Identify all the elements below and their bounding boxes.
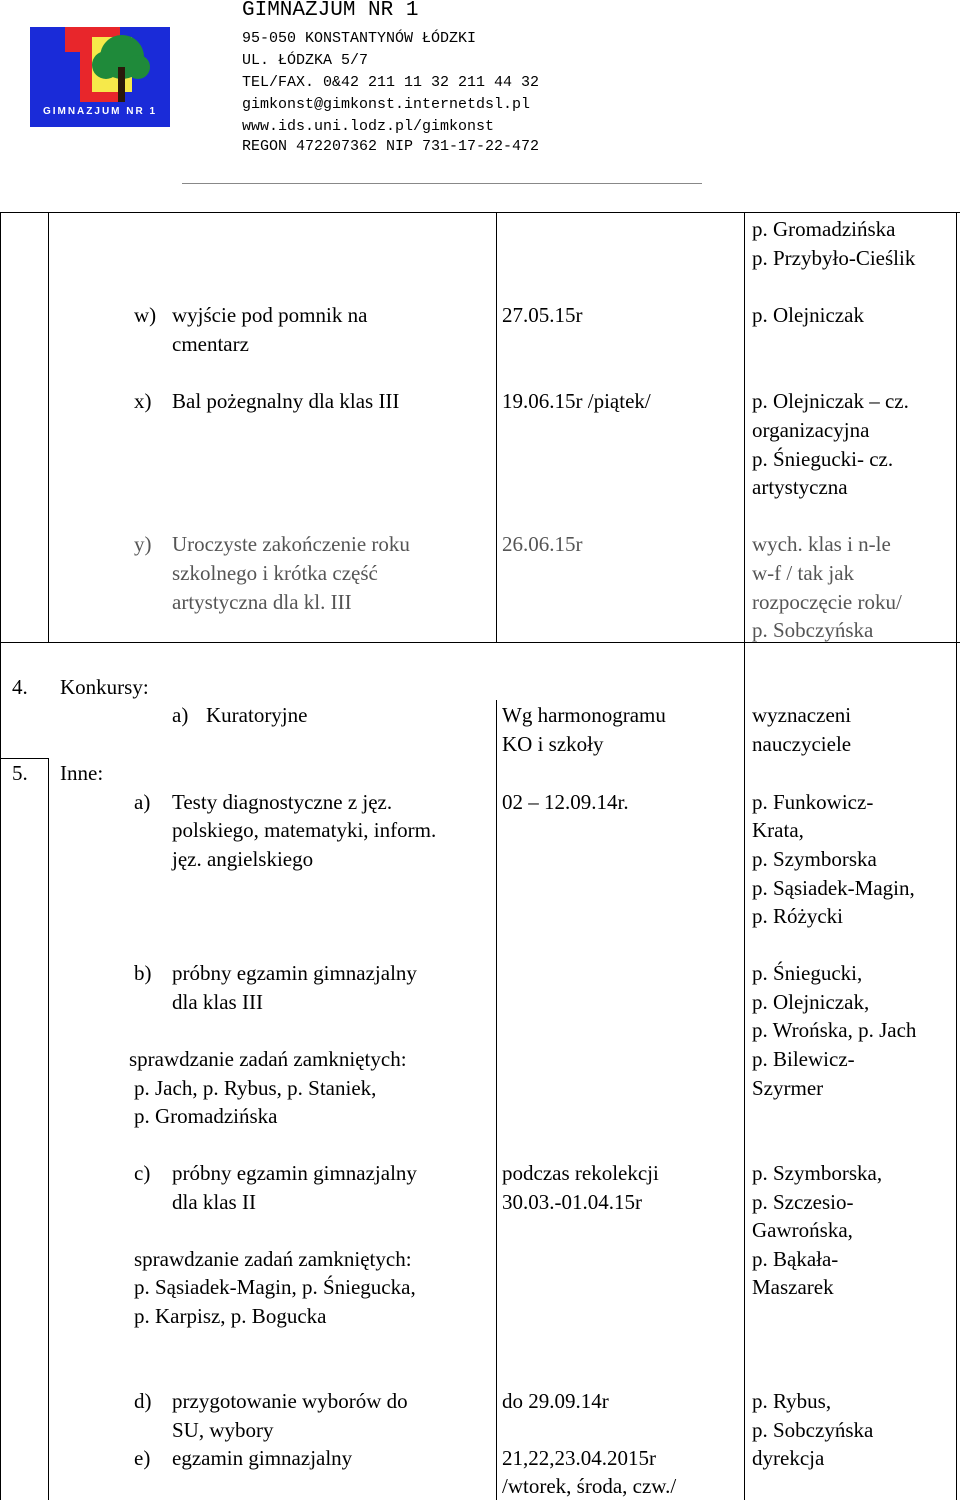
row-b-label: b) <box>134 961 152 985</box>
tests-person-1: p. Funkowicz- <box>752 790 874 814</box>
section-5-number: 5. <box>12 761 28 785</box>
row-d-person-1: p. Rybus, <box>752 1389 832 1413</box>
tests-person-5: p. Różycki <box>752 904 843 928</box>
phone-line: TEL/FAX. 0&42 211 11 32 211 44 32 <box>242 74 540 91</box>
row-c-line5: p. Karpisz, p. Bogucka <box>134 1304 327 1328</box>
row-y-label: y) <box>134 532 152 556</box>
row-c-line1: próbny egzamin gimnazjalny <box>172 1161 417 1185</box>
row-d-line1: przygotowanie wyborów do <box>172 1389 408 1413</box>
row-c-line4: p. Sąsiadek-Magin, p. Śniegucka, <box>134 1275 416 1299</box>
website-line: www.ids.uni.lodz.pl/gimkonst <box>242 118 495 135</box>
col-divider-1b <box>48 758 49 1500</box>
row-c-line2: dla klas II <box>172 1190 256 1214</box>
address-line-1: 95-050 KONSTANTYNÓW ŁÓDZKI <box>242 30 477 47</box>
row-x-label: x) <box>134 389 152 413</box>
row-y-date: 26.06.15r <box>502 532 583 556</box>
regon-line: REGON 472207362 NIP 731-17-22-472 <box>242 138 540 155</box>
row-w-line2: cmentarz <box>172 332 249 356</box>
row-d-label: d) <box>134 1389 152 1413</box>
tests-person-2: Krata, <box>752 818 804 842</box>
row-d-person-2: p. Sobczyńska <box>752 1418 874 1442</box>
row-b-person-5: Szyrmer <box>752 1076 824 1100</box>
row-w-label: w) <box>134 303 157 327</box>
col-divider-2b <box>496 700 497 1500</box>
tests-line1: Testy diagnostyczne z jęz. <box>172 790 393 814</box>
row-c-person-3: Gawrońska, <box>752 1218 853 1242</box>
address-line-2: UL. ŁÓDZKA 5/7 <box>242 52 369 69</box>
section-4-person-1: wyznaczeni <box>752 703 852 727</box>
row-e-person: dyrekcja <box>752 1446 825 1470</box>
row-d-line2: SU, wybory <box>172 1418 274 1442</box>
row-b-person-4: p. Bilewicz- <box>752 1047 855 1071</box>
table-left-border <box>0 212 1 1500</box>
row-x-person-3: p. Śniegucki- cz. <box>752 447 894 471</box>
section-4-title: Konkursy: <box>60 675 149 699</box>
row-b-line4: p. Jach, p. Rybus, p. Staniek, <box>134 1076 377 1100</box>
row-c-person-2: p. Szczesio- <box>752 1190 854 1214</box>
row-b-line1: próbny egzamin gimnazjalny <box>172 961 417 985</box>
row-b-person-2: p. Olejniczak, <box>752 990 870 1014</box>
row-y-person-3: rozpoczęcie roku/ <box>752 590 902 614</box>
row-w-date: 27.05.15r <box>502 303 583 327</box>
row-y-person-2: w-f / tak jak <box>752 561 855 585</box>
col-divider-2 <box>496 212 497 642</box>
logo-text: GIMNAZJUM NR 1 <box>30 102 170 122</box>
row-x-person-2: organizacyjna <box>752 418 870 442</box>
section-4-date-2: KO i szkoły <box>502 732 604 756</box>
row-c-date-2: 30.03.-01.04.15r <box>502 1190 642 1214</box>
table-top-border <box>0 212 960 213</box>
tests-person-3: p. Szymborska <box>752 847 877 871</box>
row-x-date: 19.06.15r /piątek/ <box>502 389 651 413</box>
row-e-label: e) <box>134 1446 151 1470</box>
row-e-date-1: 21,22,23.04.2015r <box>502 1446 656 1470</box>
row-w-line1: wyjście pod pomnik na <box>172 303 368 327</box>
row-w-person: p. Olejniczak <box>752 303 864 327</box>
row-y-person-1: wych. klas i n-le <box>752 532 891 556</box>
row-x-person-1: p. Olejniczak – cz. <box>752 389 909 413</box>
row-b-line5: p. Gromadzińska <box>134 1104 278 1128</box>
row-y-line3: artystyczna dla kl. III <box>172 590 352 614</box>
section-4-date-1: Wg harmonogramu <box>502 703 666 727</box>
section-4a-label: a) <box>172 703 189 727</box>
row-c-line3: sprawdzanie zadań zamkniętych: <box>134 1247 412 1271</box>
row-e-line1: egzamin gimnazjalny <box>172 1446 353 1470</box>
tests-person-4: p. Sąsiadek-Magin, <box>752 876 915 900</box>
row-d-date: do 29.09.14r <box>502 1389 609 1413</box>
row-b-person-3: p. Wrońska, p. Jach <box>752 1018 917 1042</box>
row-e-date-2: /wtorek, środa, czw./ <box>502 1474 677 1498</box>
top-person-1: p. Gromadzińska <box>752 217 896 241</box>
row-y-line2: szkolnego i krótka część <box>172 561 378 585</box>
col-divider-1 <box>48 212 49 642</box>
row-c-person-5: Maszarek <box>752 1275 834 1299</box>
row-x-line1: Bal pożegnalny dla klas III <box>172 389 400 413</box>
col-divider-3 <box>744 212 745 1500</box>
table-right-border <box>956 212 957 1500</box>
section-4a-text: Kuratoryjne <box>206 703 308 727</box>
header-divider <box>182 183 702 184</box>
email-line: gimkonst@gimkonst.internetdsl.pl <box>242 96 531 113</box>
tests-line3: jęz. angielskiego <box>172 847 314 871</box>
tests-label: a) <box>134 790 151 814</box>
section-5-title: Inne: <box>60 761 104 785</box>
row-c-person-4: p. Bąkała- <box>752 1247 839 1271</box>
section-4-person-2: nauczyciele <box>752 732 852 756</box>
row-b-line3: sprawdzanie zadań zamkniętych: <box>129 1047 407 1071</box>
tests-line2: polskiego, matematyki, inform. <box>172 818 437 842</box>
row-x-person-4: artystyczna <box>752 475 848 499</box>
row-b-line2: dla klas III <box>172 990 263 1014</box>
row-y-person-4: p. Sobczyńska <box>752 618 874 642</box>
row-c-person-1: p. Szymborska, <box>752 1161 883 1185</box>
row-y-line1: Uroczyste zakończenie roku <box>172 532 410 556</box>
top-person-2: p. Przybyło-Cieślik <box>752 246 916 270</box>
section-4-number: 4. <box>12 675 28 699</box>
school-name: GIMNAZJUM NR 1 <box>242 0 419 22</box>
row-c-label: c) <box>134 1161 151 1185</box>
row-c-date-1: podczas rekolekcji <box>502 1161 659 1185</box>
tests-date: 02 – 12.09.14r. <box>502 790 629 814</box>
row-b-person-1: p. Śniegucki, <box>752 961 863 985</box>
